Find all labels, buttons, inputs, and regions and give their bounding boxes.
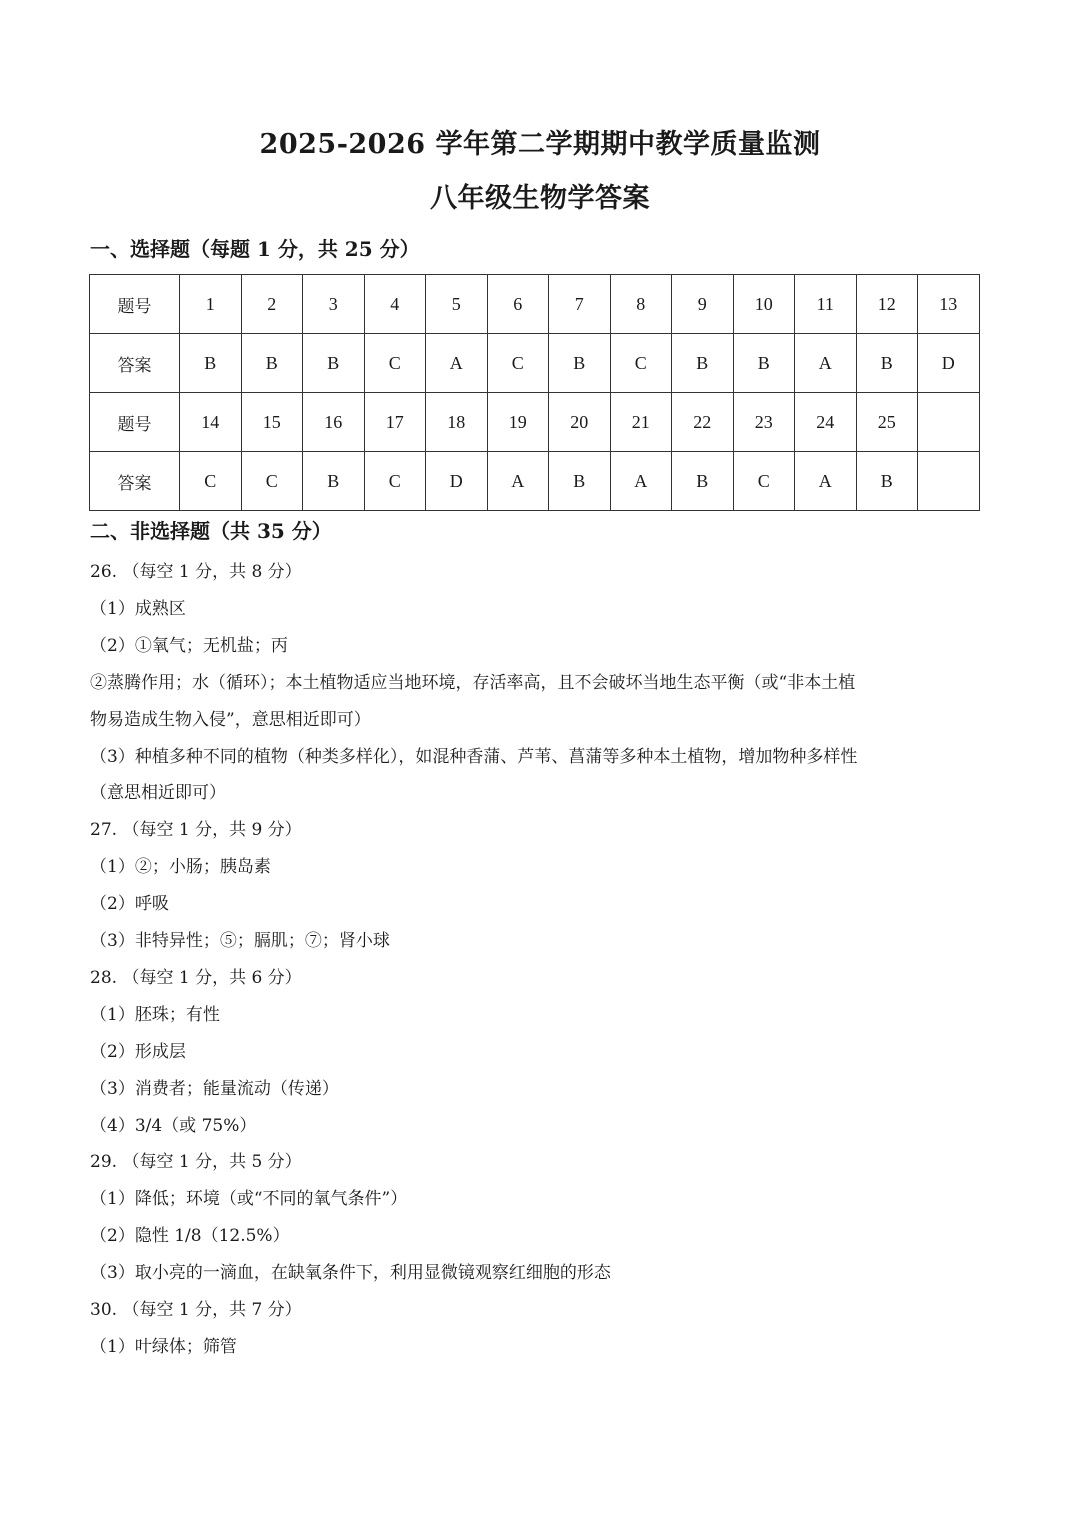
table-cell: 23 (733, 393, 795, 452)
table-cell: 25 (856, 393, 918, 452)
table-cell: 17 (364, 393, 426, 452)
table-cell: B (733, 334, 795, 393)
table-cell: D (426, 452, 488, 511)
answer-line: 28. （每空 1 分，共 6 分） (90, 967, 302, 988)
answer-line: （1）②；小肠；胰岛素 (90, 857, 271, 878)
table-cell: 1 (180, 275, 242, 334)
table-cell: B (672, 334, 734, 393)
table-cell: C (733, 452, 795, 511)
table-cell: C (241, 452, 303, 511)
answer-line: （1）胚珠；有性 (90, 1004, 220, 1025)
table-row (90, 334, 980, 393)
table-cell: B (241, 334, 303, 393)
table-cell: B (549, 452, 611, 511)
answer-line: 26. （每空 1 分，共 8 分） (90, 562, 302, 582)
table-cell: A (610, 452, 672, 511)
section-choice-heading: 一、选择题（每题 1 分，共 25 分） (90, 237, 420, 261)
table-cell: 8 (610, 275, 672, 334)
answer-line: （2）①氧气；无机盐；丙 (90, 635, 288, 656)
table-cell: 24 (795, 393, 857, 452)
table-cell: B (303, 334, 365, 393)
table-cell: 5 (426, 275, 488, 334)
table-cell: A (795, 452, 857, 511)
table-cell: 10 (733, 275, 795, 334)
answer-line: ②蒸腾作用；水（循环）；本土植物适应当地环境，存活率高，且不会破坏当地生态平衡（或“非本土植 (90, 672, 856, 693)
table-cell: 15 (241, 393, 303, 452)
table-cell: C (364, 452, 426, 511)
document-title: 2025-2026 学年第二学期期中教学质量监测 (259, 129, 821, 160)
table-cell: 7 (549, 275, 611, 334)
row-header-cell: 答案 (90, 452, 180, 511)
table-row (90, 452, 980, 511)
answer-line: （3）取小亮的一滴血，在缺氧条件下，利用显微镜观察红细胞的形态 (90, 1263, 611, 1284)
answer-line: 27. （每空 1 分，共 9 分） (90, 820, 302, 841)
table-cell: 11 (795, 275, 857, 334)
table-cell: 2 (241, 275, 303, 334)
answer-line: （4）3/4（或 75%） (90, 1115, 257, 1136)
table-cell: D (918, 334, 980, 393)
table-row (90, 275, 980, 334)
table-cell: B (303, 452, 365, 511)
table-cell: 19 (487, 393, 549, 452)
row-header-cell: 答案 (90, 334, 180, 393)
table-cell: 14 (180, 393, 242, 452)
table-cell: C (180, 452, 242, 511)
table-cell: 20 (549, 393, 611, 452)
answer-line: （意思相近即可） (90, 783, 226, 804)
table-cell: C (610, 334, 672, 393)
section-nonchoice-heading: 二、非选择题（共 35 分） (90, 519, 332, 543)
answer-line: （3）种植多种不同的植物（种类多样化），如混种香蒲、芦苇、菖蒲等多种本土植物，增加物种多样性 (90, 746, 858, 767)
table-cell: B (549, 334, 611, 393)
table-cell: A (487, 452, 549, 511)
answer-table (89, 274, 980, 511)
row-header-cell: 题号 (90, 393, 180, 452)
answer-line: （2）呼吸 (90, 894, 169, 915)
answer-line: （2）形成层 (90, 1041, 186, 1062)
row-header-cell: 题号 (90, 275, 180, 334)
table-cell: 4 (364, 275, 426, 334)
table-cell: A (426, 334, 488, 393)
answer-line: 30. （每空 1 分，共 7 分） (90, 1300, 302, 1320)
table-cell: 13 (918, 275, 980, 334)
table-cell: B (180, 334, 242, 393)
answer-line: （1）降低；环境（或“不同的氧气条件”） (90, 1189, 408, 1210)
table-cell: C (487, 334, 549, 393)
answer-line: （3）消费者；能量流动（传递） (90, 1078, 339, 1099)
table-cell: B (856, 334, 918, 393)
table-cell: 9 (672, 275, 734, 334)
answer-line: （2）隐性 1/8（12.5%） (90, 1226, 290, 1247)
table-cell: 6 (487, 275, 549, 334)
answer-line: 物易造成生物入侵”，意思相近即可） (90, 709, 371, 730)
table-cell: B (672, 452, 734, 511)
table-cell: C (364, 334, 426, 393)
table-cell: 16 (303, 393, 365, 452)
table-cell: 12 (856, 275, 918, 334)
answer-line: 29. （每空 1 分，共 5 分） (90, 1152, 302, 1173)
document-subtitle: 八年级生物学答案 (430, 183, 650, 214)
table-cell: 3 (303, 275, 365, 334)
table-cell: A (795, 334, 857, 393)
table-cell: 21 (610, 393, 672, 452)
answer-line: （1）叶绿体；筛管 (90, 1336, 237, 1357)
table-cell: 18 (426, 393, 488, 452)
answer-line: （3）非特异性；⑤；膈肌；⑦；肾小球 (90, 931, 390, 951)
table-cell: 22 (672, 393, 734, 452)
table-cell (918, 452, 980, 511)
answer-line: （1）成熟区 (90, 598, 186, 619)
table-cell (918, 393, 980, 452)
table-row (90, 393, 980, 452)
table-cell: B (856, 452, 918, 511)
